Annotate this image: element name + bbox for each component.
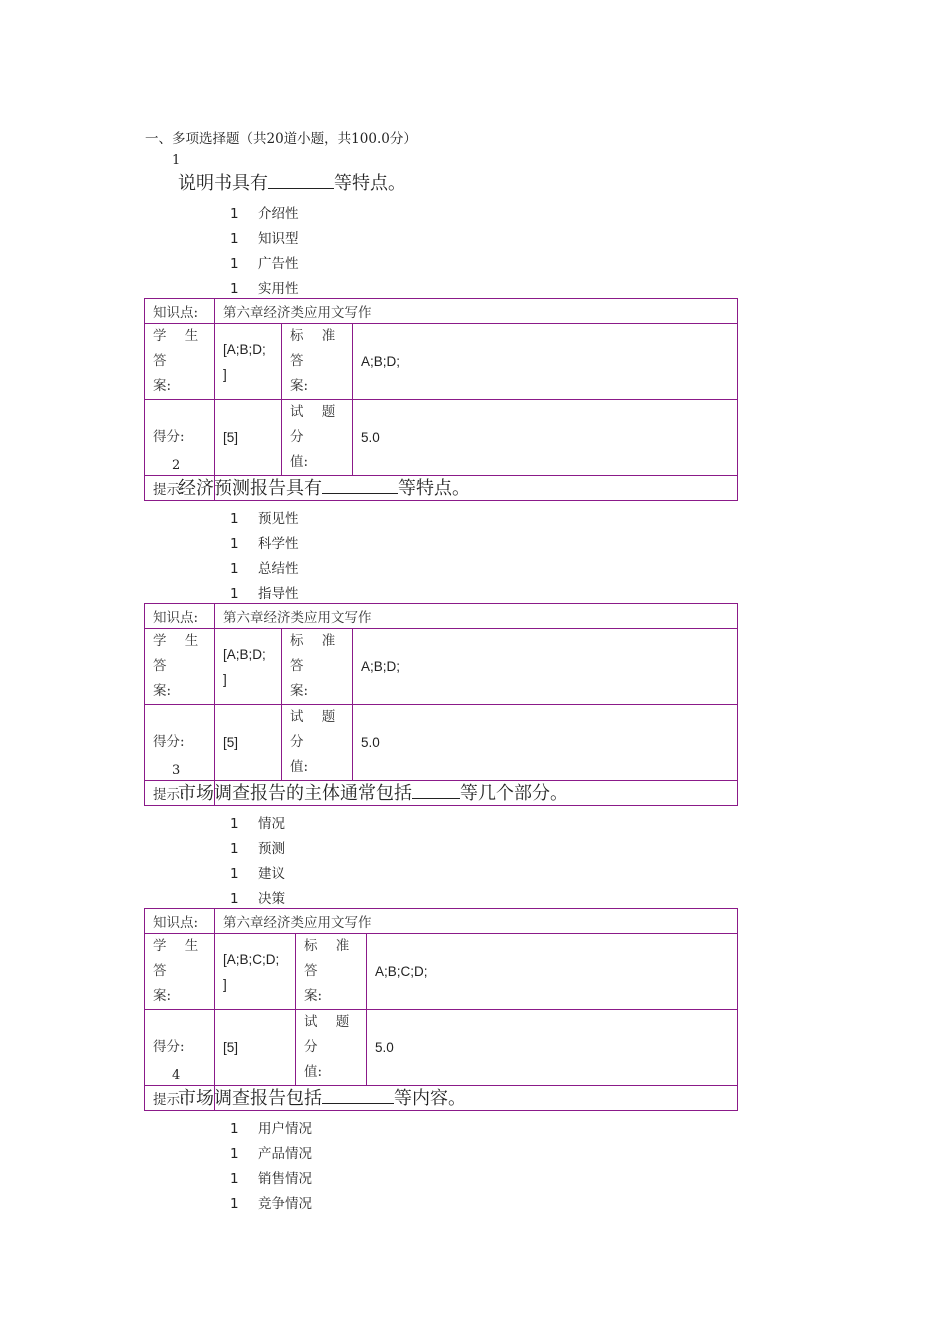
option-label: 决策 bbox=[258, 891, 285, 907]
option-marker: 1 bbox=[230, 1171, 239, 1187]
score-value: [5] bbox=[215, 705, 282, 781]
student-answer-label: 学 生 答 案: bbox=[145, 934, 215, 1010]
option-label: 知识型 bbox=[258, 231, 299, 247]
option-marker: 1 bbox=[230, 256, 239, 272]
option-marker: 1 bbox=[230, 206, 239, 222]
student-answer-value: [A;B;D; ] bbox=[215, 629, 282, 705]
hint-label: 提示: bbox=[145, 1086, 215, 1111]
option-label: 预测 bbox=[258, 841, 285, 857]
question-value-label: 试 题 分 值: bbox=[282, 400, 353, 476]
option-a[interactable] bbox=[230, 812, 285, 832]
answer-blank bbox=[322, 477, 398, 494]
standard-answer-label: 标 准 答 案: bbox=[296, 934, 367, 1010]
standard-answer-value: A;B;C;D; bbox=[367, 934, 738, 1010]
option-marker: 1 bbox=[230, 841, 239, 857]
option-marker: 1 bbox=[230, 536, 239, 552]
option-b[interactable] bbox=[230, 227, 299, 247]
option-marker: 1 bbox=[230, 511, 239, 527]
score-label: 得分: bbox=[145, 1010, 215, 1086]
standard-answer-value: A;B;D; bbox=[353, 324, 738, 400]
option-d[interactable] bbox=[230, 887, 285, 907]
option-marker: 1 bbox=[230, 586, 239, 602]
student-answer-value: [A;B;D; ] bbox=[215, 324, 282, 400]
option-marker: 1 bbox=[230, 816, 239, 832]
stem-after: 等几个部分。 bbox=[460, 783, 568, 804]
option-label: 建议 bbox=[258, 866, 285, 882]
knowledge-value: 第六章经济类应用文写作 bbox=[215, 299, 738, 324]
option-label: 介绍性 bbox=[258, 206, 299, 222]
question-2-result-table bbox=[144, 603, 738, 806]
hint-label: 提示: bbox=[145, 781, 215, 806]
option-marker: 1 bbox=[230, 1196, 239, 1212]
option-marker: 1 bbox=[230, 561, 239, 577]
stem-after: 等特点。 bbox=[398, 478, 470, 499]
stem-before: 市场调查报告包括 bbox=[178, 1088, 322, 1109]
option-marker: 1 bbox=[230, 1146, 239, 1162]
option-a[interactable] bbox=[230, 1117, 312, 1137]
option-label: 指导性 bbox=[258, 586, 299, 602]
student-answer-value: [A;B;C;D; ] bbox=[215, 934, 296, 1010]
question-stem bbox=[178, 1084, 466, 1110]
question-number: 1 bbox=[172, 153, 181, 168]
question-stem bbox=[178, 169, 406, 195]
score-value: [5] bbox=[215, 1010, 296, 1086]
standard-answer-label: 标 准 答 案: bbox=[282, 324, 353, 400]
option-label: 用户情况 bbox=[258, 1121, 312, 1137]
option-label: 竞争情况 bbox=[258, 1196, 312, 1212]
option-c[interactable] bbox=[230, 862, 285, 882]
question-number: 3 bbox=[172, 763, 181, 778]
answer-blank bbox=[268, 172, 334, 189]
option-label: 科学性 bbox=[258, 536, 299, 552]
knowledge-label: 知识点: bbox=[145, 909, 215, 934]
question-value: 5.0 bbox=[353, 705, 738, 781]
student-answer-label: 学 生 答 案: bbox=[145, 629, 215, 705]
standard-answer-label: 标 准 答 案: bbox=[282, 629, 353, 705]
section-title: 一、多项选择题（共20道小题，共100.0分） bbox=[145, 131, 417, 147]
option-label: 实用性 bbox=[258, 281, 299, 297]
option-label: 预见性 bbox=[258, 511, 299, 527]
option-d[interactable] bbox=[230, 1192, 312, 1212]
option-b[interactable] bbox=[230, 837, 285, 857]
question-value-label: 试 题 分 值: bbox=[296, 1010, 367, 1086]
option-label: 产品情况 bbox=[258, 1146, 312, 1162]
stem-before: 市场调查报告的主体通常包括 bbox=[178, 783, 412, 804]
option-b[interactable] bbox=[230, 532, 299, 552]
knowledge-value: 第六章经济类应用文写作 bbox=[215, 604, 738, 629]
option-label: 广告性 bbox=[258, 256, 299, 272]
answer-blank bbox=[322, 1087, 394, 1104]
option-marker: 1 bbox=[230, 866, 239, 882]
score-value: [5] bbox=[215, 400, 282, 476]
student-answer-label: 学 生 答 案: bbox=[145, 324, 215, 400]
option-d[interactable] bbox=[230, 582, 299, 602]
score-label: 得分: bbox=[145, 705, 215, 781]
stem-after: 等特点。 bbox=[334, 173, 406, 194]
question-value-label: 试 题 分 值: bbox=[282, 705, 353, 781]
standard-answer-value: A;B;D; bbox=[353, 629, 738, 705]
option-b[interactable] bbox=[230, 1142, 312, 1162]
score-label: 得分: bbox=[145, 400, 215, 476]
stem-after: 等内容。 bbox=[394, 1088, 466, 1109]
hint-label: 提示: bbox=[145, 476, 215, 501]
question-1-result-table bbox=[144, 298, 738, 501]
question-stem bbox=[178, 779, 568, 805]
option-c[interactable] bbox=[230, 557, 299, 577]
question-value: 5.0 bbox=[353, 400, 738, 476]
option-c[interactable] bbox=[230, 252, 299, 272]
option-label: 销售情况 bbox=[258, 1171, 312, 1187]
option-marker: 1 bbox=[230, 281, 239, 297]
question-number: 2 bbox=[172, 458, 181, 473]
knowledge-label: 知识点: bbox=[145, 604, 215, 629]
knowledge-value: 第六章经济类应用文写作 bbox=[215, 909, 738, 934]
question-stem bbox=[178, 474, 470, 500]
option-a[interactable] bbox=[230, 507, 299, 527]
option-marker: 1 bbox=[230, 1121, 239, 1137]
question-value: 5.0 bbox=[367, 1010, 738, 1086]
option-c[interactable] bbox=[230, 1167, 312, 1187]
question-number: 4 bbox=[172, 1068, 181, 1083]
option-a[interactable] bbox=[230, 202, 299, 222]
stem-before: 经济预测报告具有 bbox=[178, 478, 322, 499]
option-marker: 1 bbox=[230, 231, 239, 247]
option-label: 总结性 bbox=[258, 561, 299, 577]
stem-before: 说明书具有 bbox=[178, 173, 268, 194]
question-3-result-table bbox=[144, 908, 738, 1111]
option-d[interactable] bbox=[230, 277, 299, 297]
knowledge-label: 知识点: bbox=[145, 299, 215, 324]
option-label: 情况 bbox=[258, 816, 285, 832]
option-marker: 1 bbox=[230, 891, 239, 907]
answer-blank bbox=[412, 782, 460, 799]
